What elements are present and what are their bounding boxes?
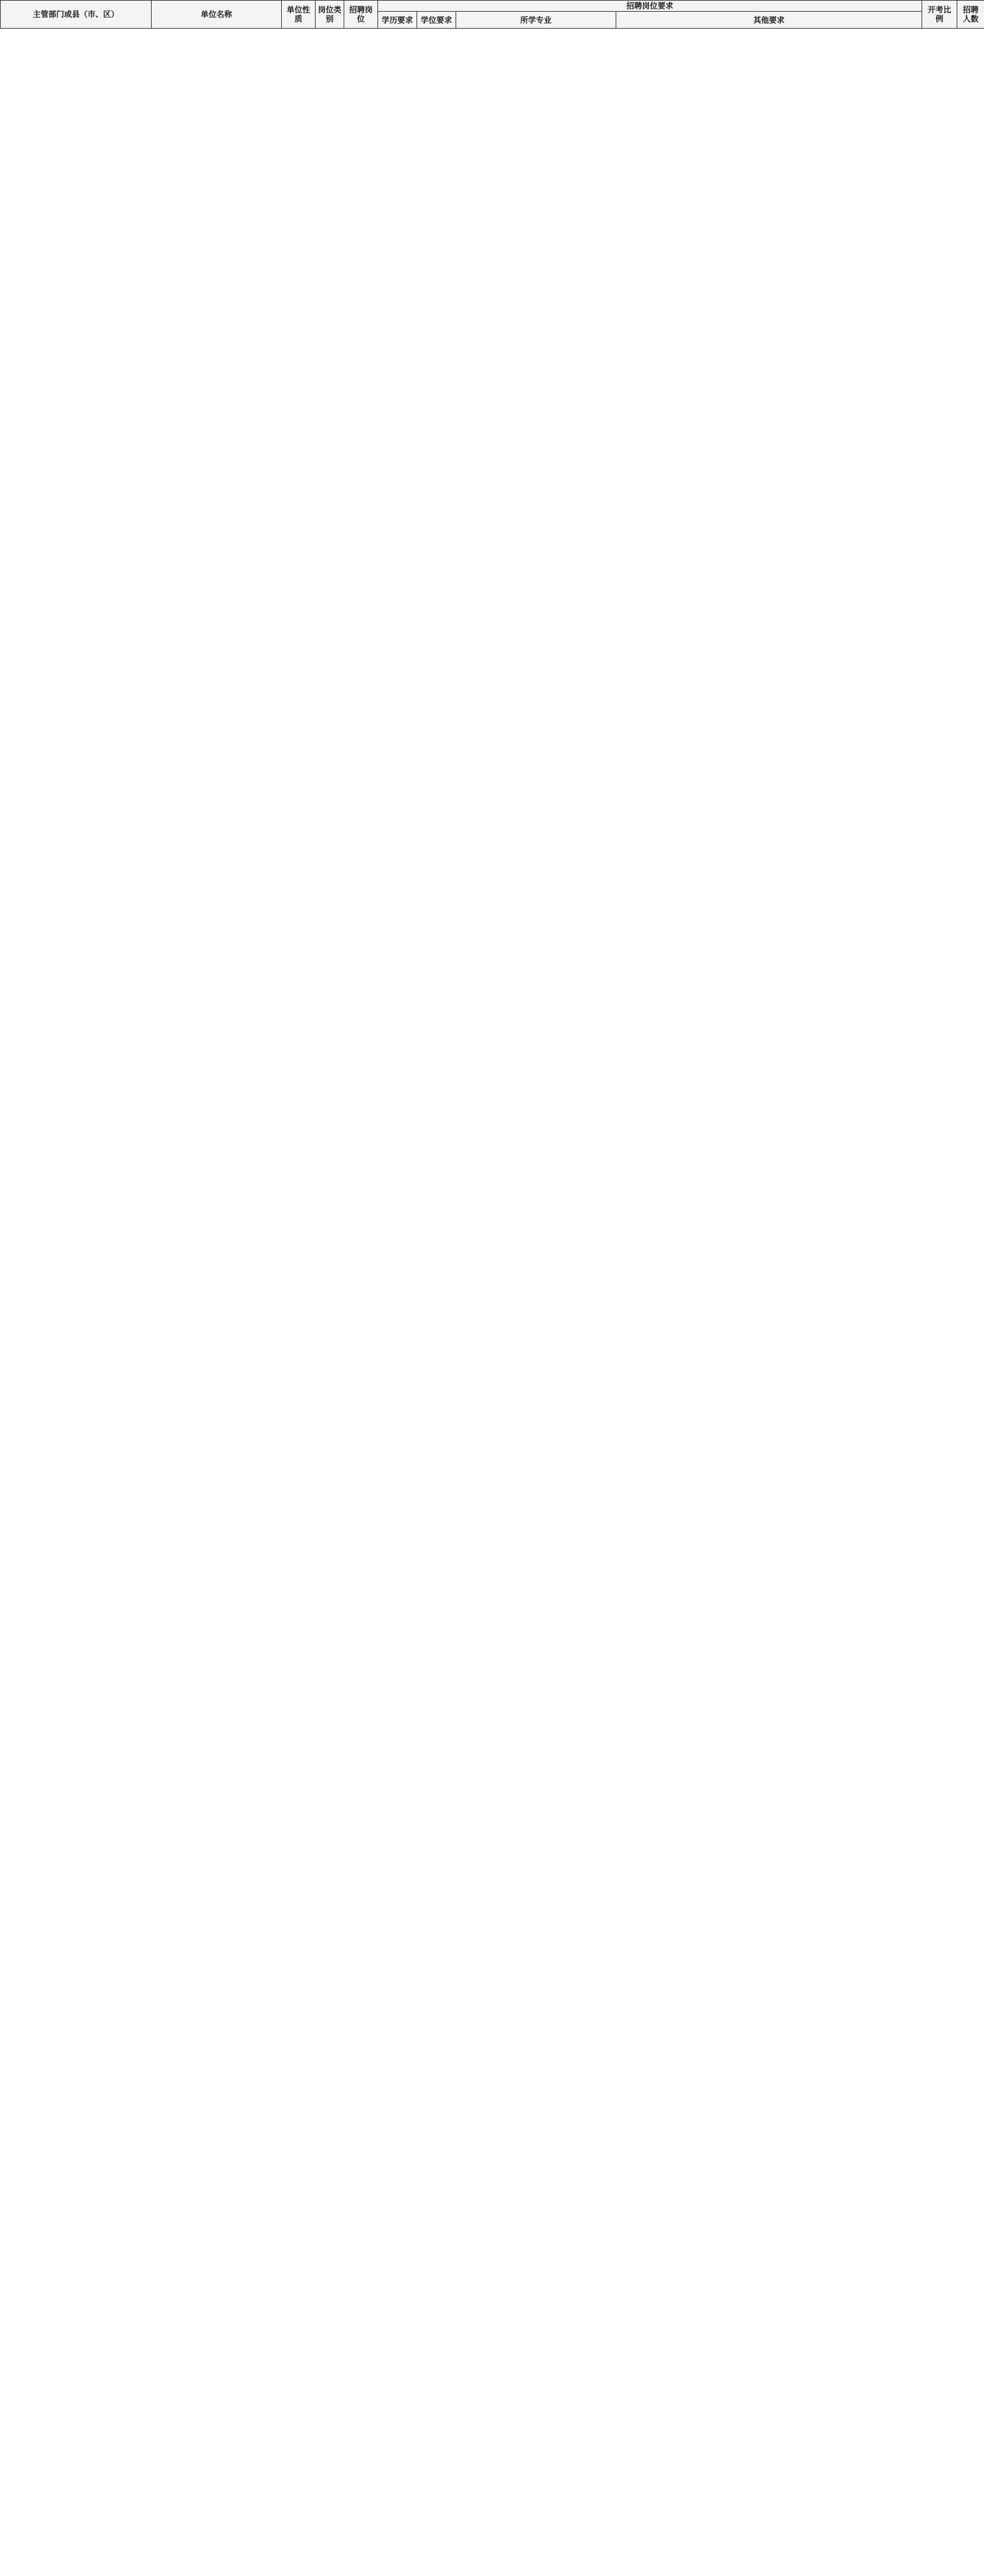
header-major[interactable]: 所学专业	[456, 12, 616, 29]
header-degree: 学位要求	[417, 12, 456, 29]
header-other: 其他要求	[616, 12, 922, 29]
header-category: 岗位类别	[316, 1, 344, 29]
header-count: 招聘人数	[957, 1, 984, 29]
header-dept[interactable]: 主管部门或县（市、区）	[1, 1, 152, 29]
header-edu: 学历要求	[378, 12, 417, 29]
header-group-requirements: 招聘岗位要求	[378, 1, 922, 12]
header-row-top	[1, 1, 984, 12]
header-ratio: 开考比例	[922, 1, 957, 29]
recruitment-table	[0, 0, 984, 29]
header-post: 招聘岗位	[344, 1, 378, 29]
header-nature: 单位性质	[282, 1, 316, 29]
header-unit[interactable]: 单位名称	[152, 1, 282, 29]
